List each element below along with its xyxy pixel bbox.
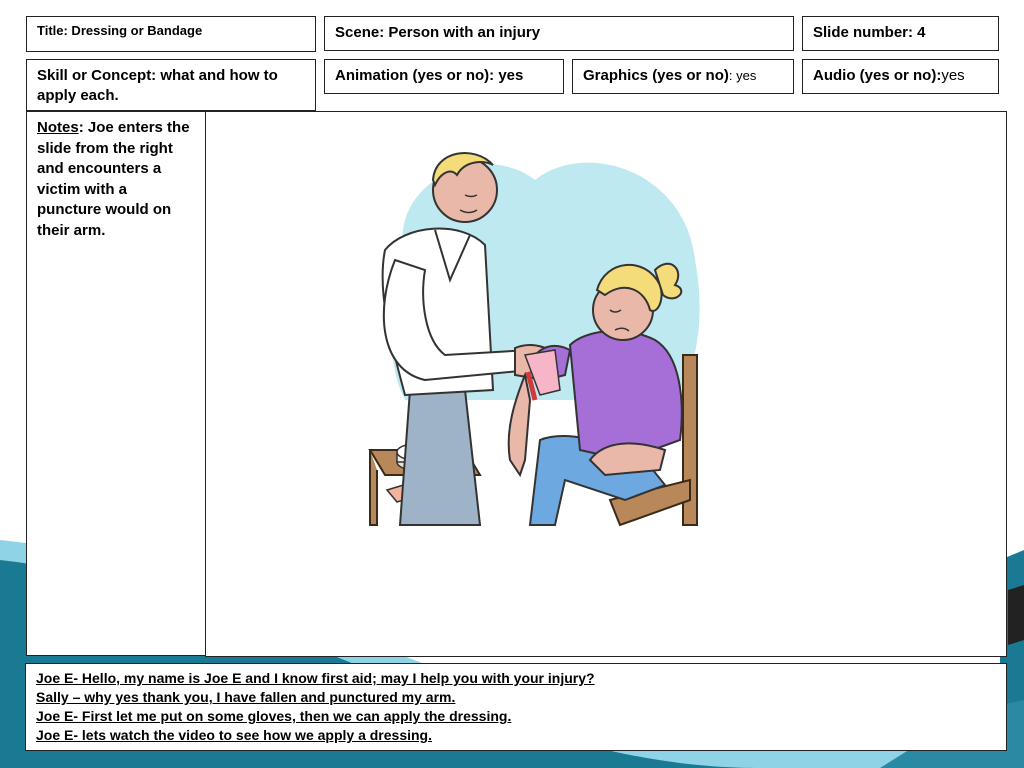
scene-box <box>324 16 794 51</box>
slide-number-box <box>802 16 999 51</box>
slide-number-text: Slide number: 4 <box>813 24 926 41</box>
animation-box <box>324 59 564 94</box>
graphics-value: : yes <box>728 68 757 83</box>
audio-label: Audio (yes or no): <box>813 67 942 84</box>
notes-text: : Joe enters the slide from the right and encounters a victim with a puncture would on their arm. <box>37 119 190 239</box>
first-aid-illustration <box>365 140 715 530</box>
graphics-label: Graphics (yes or no) <box>583 67 729 84</box>
dialog-line: Sally – why yes thank you, I have fallen and punctured my arm. <box>36 689 456 705</box>
dialog-line: Joe E- lets watch the video to see how we apply a dressing. <box>36 727 432 743</box>
title-text: Title: Dressing or Bandage <box>37 23 203 38</box>
title-box <box>26 16 316 52</box>
audio-value: yes <box>941 67 965 84</box>
dialog-line: Joe E- Hello, my name is Joe E and I know first aid; may I help you with your injury? <box>36 670 595 686</box>
dialog-box <box>25 663 1007 751</box>
notes-label: Notes <box>37 119 79 136</box>
dialog-line: Joe E- First let me put on some gloves, then we can apply the dressing. <box>36 708 512 724</box>
animation-text: Animation (yes or no): yes <box>335 67 524 84</box>
graphics-box <box>572 59 794 94</box>
skill-text: Skill or Concept: what and how to apply each. <box>37 67 278 104</box>
notes-panel <box>26 111 206 656</box>
scene-text: Scene: Person with an injury <box>335 24 541 41</box>
audio-box <box>802 59 999 94</box>
skill-box <box>26 59 316 111</box>
